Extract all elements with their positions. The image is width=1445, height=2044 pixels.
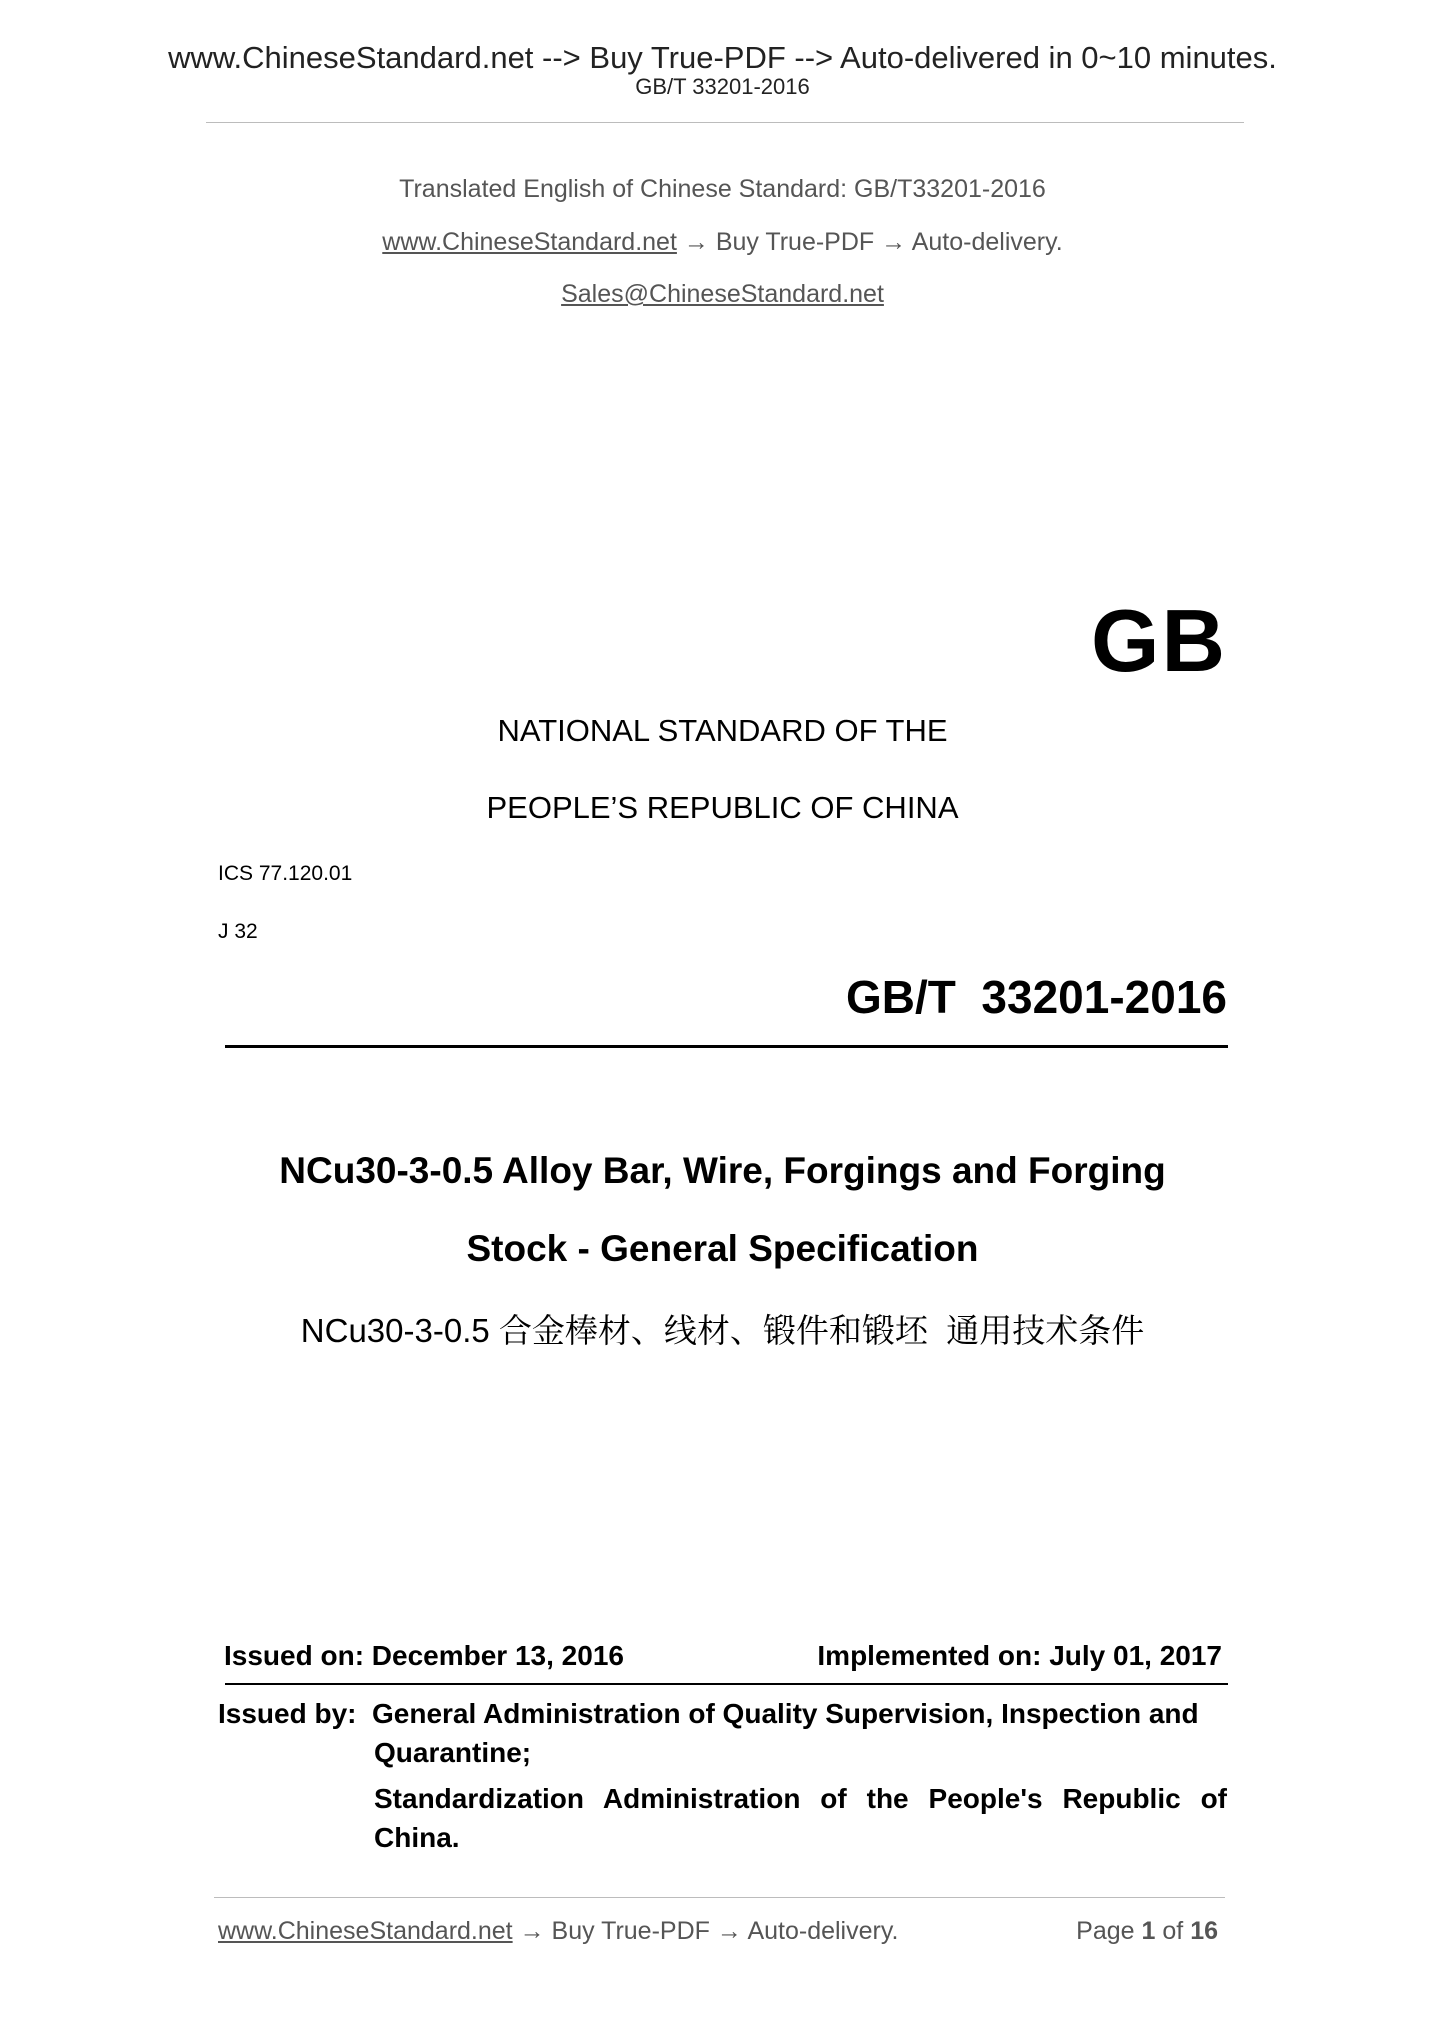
national-standard-line2: PEOPLE’S REPUBLIC OF CHINA: [486, 790, 959, 825]
title-line1: NCu30-3-0.5 Alloy Bar, Wire, Forgings and Forging: [279, 1150, 1166, 1191]
issuer-org2-line1: [374, 1783, 1227, 1815]
header-doc-code: GB/T 33201-2016: [635, 74, 810, 99]
dates-rule: [225, 1683, 1228, 1685]
issued-by-label: Issued by:: [218, 1698, 357, 1729]
arrow-icon: →: [519, 1917, 545, 1945]
title-chinese: NCu30-3-0.5 合金棒材、线材、锻件和锻坯 通用技术条件: [300, 1312, 1145, 1349]
translated-notice: Translated English of Chinese Standard: GB/T33201-2016: [399, 175, 1046, 203]
footer-divider: [214, 1897, 1225, 1898]
arrow-icon: →: [881, 228, 907, 256]
arrow-icon: →: [716, 1917, 742, 1945]
footer-buy-text: Buy True-PDF: [551, 1917, 710, 1945]
issuer-org2-line2: China.: [374, 1822, 460, 1853]
page-total: 16: [1190, 1917, 1218, 1945]
title-line2: Stock - General Specification: [466, 1228, 979, 1269]
header-banner: www.ChineseStandard.net --> Buy True-PDF --> Auto-delivered in 0~10 minutes.: [168, 40, 1277, 75]
sales-email-row: [0, 280, 1445, 309]
intro-auto-text: Auto-delivery.: [911, 228, 1063, 256]
page-indicator: [1076, 1917, 1218, 1946]
issuer-org1-line2: Quarantine;: [374, 1737, 532, 1768]
sales-email-link[interactable]: Sales@ChineseStandard.net: [561, 280, 884, 308]
national-standard-line1: NATIONAL STANDARD OF THE: [497, 713, 948, 748]
intro-buy-text: Buy True-PDF: [715, 228, 875, 256]
standard-number-rule: [225, 1045, 1228, 1048]
issuer-org2-line1-text: Standardization Administration of the People's Republic of: [374, 1783, 1227, 1814]
standard-number: GB/T 33201-2016: [845, 971, 1227, 1023]
footer-purchase-line: [218, 1917, 898, 1946]
page-of-label: of: [1162, 1917, 1184, 1945]
footer-site-link[interactable]: www.ChineseStandard.net: [218, 1917, 513, 1945]
intro-purchase-line: [0, 228, 1445, 257]
page-current: 1: [1141, 1917, 1156, 1945]
header-divider: [206, 122, 1244, 123]
intro-site-link[interactable]: www.ChineseStandard.net: [382, 228, 677, 256]
arrow-icon: →: [683, 228, 709, 256]
ics-code: ICS 77.120.01: [218, 862, 353, 885]
ccs-code: J 32: [218, 920, 258, 943]
issued-on-date: Issued on: December 13, 2016: [224, 1640, 624, 1671]
issuer-org1-line1: General Administration of Quality Supervision, Inspection and: [372, 1698, 1199, 1729]
footer-auto-text: Auto-delivery.: [747, 1917, 899, 1945]
page-label: Page: [1076, 1917, 1135, 1945]
gb-mark: GB: [1091, 591, 1227, 690]
implemented-on-date: Implemented on: July 01, 2017: [817, 1640, 1222, 1671]
